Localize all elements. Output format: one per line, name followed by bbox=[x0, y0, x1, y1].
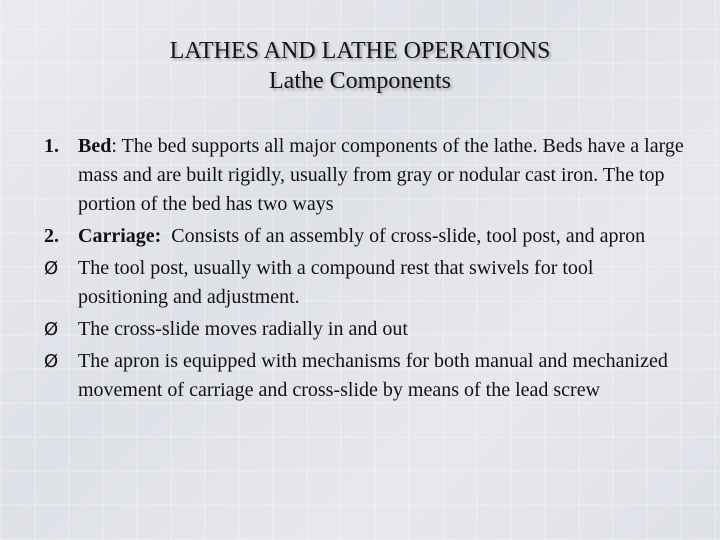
item-description: The cross-slide moves radially in and out bbox=[78, 318, 408, 340]
list-item-bed bbox=[44, 132, 684, 219]
item-description: The bed supports all major components of the lathe. Beds have a large mass and are built rigidly, usually from gray or nodular cast iron. The top portion of the bed has two ways bbox=[78, 135, 684, 215]
list-item-tool-post bbox=[44, 254, 684, 312]
list-item-cross-slide bbox=[44, 315, 684, 344]
item-description: The apron is equipped with mechanisms for both manual and mechanized movement of carriage and cross-slide by means of the lead screw bbox=[78, 350, 668, 401]
arrow-bullet-icon: Ø bbox=[44, 319, 59, 340]
arrow-bullet-icon: Ø bbox=[44, 258, 59, 279]
slide-subtitle: Lathe Components bbox=[269, 68, 451, 94]
term-label: Carriage: bbox=[78, 225, 162, 247]
title-block bbox=[0, 36, 720, 96]
item-description: Consists of an assembly of cross-slide, tool post, and apron bbox=[161, 225, 646, 247]
item-description: The tool post, usually with a compound rest that swivels for tool positioning and adjustment. bbox=[78, 257, 594, 308]
list-item-carriage bbox=[44, 222, 684, 251]
content-list bbox=[44, 132, 684, 408]
list-item-apron bbox=[44, 347, 684, 405]
item-text bbox=[78, 132, 684, 219]
arrow-bullet-icon: Ø bbox=[44, 351, 59, 372]
item-text bbox=[78, 222, 684, 251]
term-label: Bed bbox=[78, 135, 112, 157]
list-number: 2. bbox=[44, 225, 59, 247]
term-separator: : bbox=[111, 135, 117, 157]
list-number: 1. bbox=[44, 135, 59, 157]
slide-title: LATHES AND LATHE OPERATIONS bbox=[169, 38, 551, 64]
